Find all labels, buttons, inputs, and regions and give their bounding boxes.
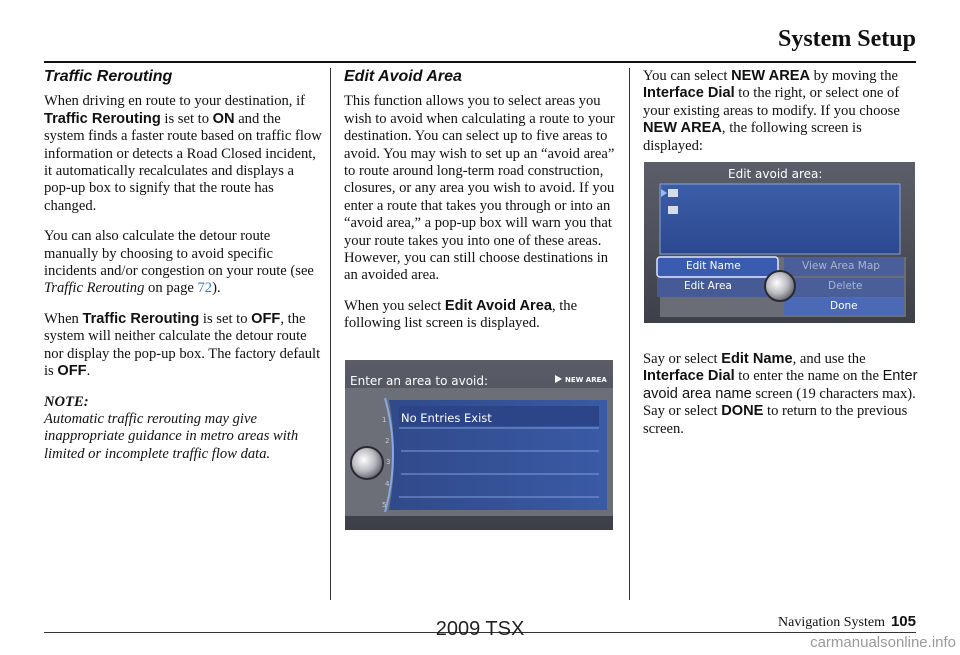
text: screen (19 characters max). Say or select — [643, 385, 916, 420]
column-divider — [330, 68, 331, 600]
edit-screen-graphic — [644, 162, 915, 323]
column-divider — [629, 68, 630, 600]
text: When driving en route to your destination, if — [44, 93, 306, 110]
paragraph — [44, 311, 324, 381]
text: and the system finds a faster route based on traffic flow information or detects a Road Closed incident, it automatically recalculates and displays a pop-up box to signify that the route has changed. — [44, 110, 322, 214]
watermark-site: carmanualsonline.info — [810, 634, 956, 651]
screen-name: Enter avoid area name — [643, 368, 918, 402]
watermark-model: 2009 TSX — [435, 618, 525, 640]
note-label: NOTE: — [44, 393, 89, 410]
text: When — [44, 310, 83, 327]
screen-title: Enter an area to avoid: — [350, 374, 489, 388]
text: . — [86, 363, 91, 380]
edit-area-button[interactable]: Edit Area — [684, 280, 732, 292]
column-traffic-rerouting — [44, 68, 324, 463]
text: is set to — [199, 310, 252, 327]
row-number: 4 — [385, 480, 390, 488]
avoid-area-list-screen — [345, 360, 613, 530]
text: by moving the — [810, 68, 898, 84]
section-heading-traffic-rerouting: Traffic Rerouting — [44, 68, 173, 85]
new-area-button[interactable]: NEW AREA — [565, 376, 607, 384]
note-text: Automatic traffic rerouting may give inappropriate guidance in metro areas with limited or incomplete traffic flow data. — [44, 410, 299, 462]
column-edit-avoid-area — [344, 68, 622, 346]
page-link[interactable]: 72 — [197, 280, 213, 297]
text: is set to — [160, 110, 213, 127]
keyword: ON — [212, 110, 235, 127]
delete-button[interactable]: Delete — [828, 280, 863, 292]
page-number: 105 — [890, 613, 916, 630]
reference-title: Traffic Rerouting — [44, 280, 145, 297]
view-area-map-button[interactable]: View Area Map — [802, 260, 880, 272]
page-header-title: System Setup — [777, 26, 916, 52]
keyword: Interface Dial — [643, 85, 735, 102]
row-number: 5 — [382, 501, 387, 509]
text: Say or select — [643, 351, 722, 368]
keyword: Traffic Rerouting — [44, 110, 161, 127]
row-number: 1 — [382, 416, 387, 424]
done-button[interactable]: Done — [830, 300, 858, 312]
note — [44, 394, 324, 464]
footer-section: Navigation System — [778, 615, 885, 630]
text: on page — [144, 280, 198, 297]
text: to return to the previous screen. — [643, 403, 908, 437]
edit-name-button[interactable]: Edit Name — [686, 260, 741, 272]
text: ). — [212, 280, 221, 297]
keyword: OFF — [57, 363, 87, 380]
paragraph — [44, 228, 324, 298]
keyword: Edit Name — [721, 351, 793, 368]
keyword: NEW AREA — [643, 120, 722, 137]
row-number: 2 — [385, 437, 390, 445]
text: , the following screen is displayed: — [643, 120, 862, 154]
text: When you select — [344, 297, 445, 314]
screen-title: Edit avoid area: — [728, 167, 823, 181]
keyword: Edit Avoid Area — [444, 297, 552, 314]
list-item-empty: No Entries Exist — [401, 411, 492, 425]
header-rule — [44, 61, 916, 63]
paragraph — [643, 68, 921, 155]
text: You can also calculate the detour route manually by choosing to avoid specific incidents and/or congestion on your route (see — [44, 228, 314, 280]
keyword: Interface Dial — [643, 368, 735, 385]
paragraph — [44, 93, 324, 215]
text: , the following list screen is displayed. — [344, 297, 578, 332]
keyword: Traffic Rerouting — [82, 310, 200, 327]
section-heading-edit-avoid-area: Edit Avoid Area — [344, 68, 462, 85]
edit-avoid-area-screen — [644, 162, 915, 323]
keyword: NEW AREA — [731, 68, 811, 84]
paragraph — [643, 351, 921, 438]
text: to enter the name on the — [734, 368, 883, 385]
row-number: 3 — [386, 458, 391, 466]
paragraph — [344, 298, 622, 333]
text: , and use the — [792, 351, 866, 368]
paragraph: This function allows you to select areas you wish to avoid when calculating a route to your destination. You can select up to five areas to avoid. You may wish to set up an “avoid area” to route around long-term road construction, closures, or any area you wish to avoid. If you enter a route that takes you through or into an “avoid area,” a pop-up box will warn you that your route takes you into one of these areas. However, you can still choose destinations in an avoided area. — [344, 93, 615, 284]
text: , the system will neither calculate the detour route nor display the pop-up box. The factory default is — [44, 310, 321, 380]
text: to the right, or select one of your existing areas to modify. If you choose — [643, 85, 900, 119]
text: You can select — [643, 68, 732, 84]
keyword: OFF — [251, 310, 281, 327]
keyword: DONE — [721, 403, 764, 420]
